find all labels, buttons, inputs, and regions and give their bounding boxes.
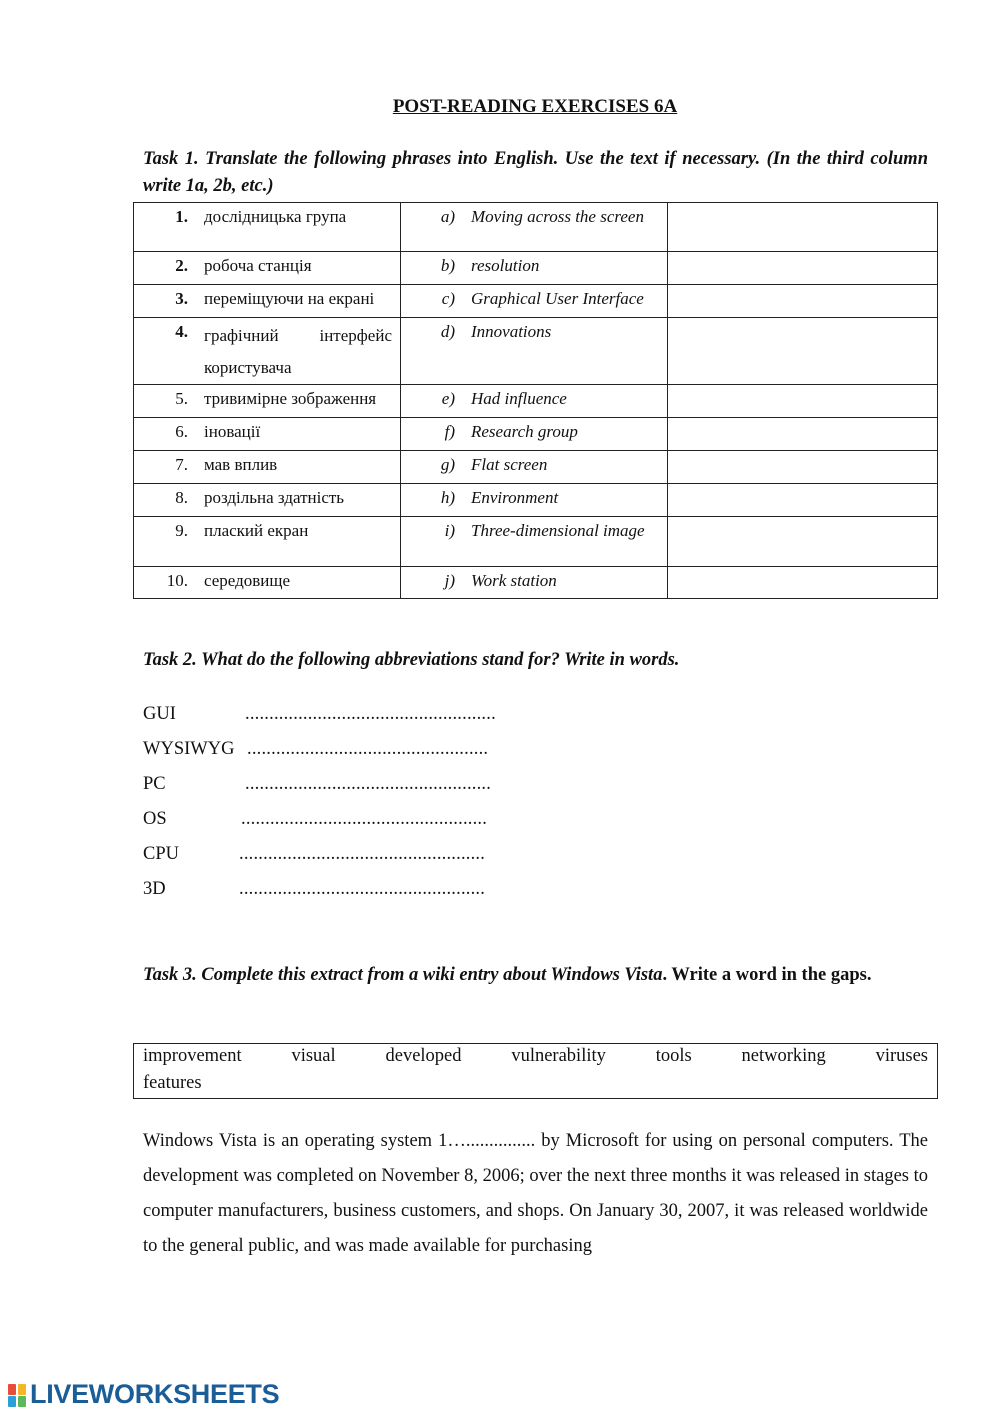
logo-text: LIVEWORKSHEETS [30,1379,280,1409]
word-bank-word: vulnerability [511,1046,606,1066]
word-bank-word: tools [655,1046,692,1066]
english-phrase: Moving across the screen [471,207,644,226]
answer-blank[interactable]: ................................................... [239,844,486,864]
answer-cell[interactable] [668,285,938,318]
task1-row [134,451,938,484]
word-bank-word: features [143,1073,202,1093]
answer-blank[interactable]: .................................................... [245,704,496,724]
abbreviation: 3D [143,879,166,899]
task1-row [134,318,938,385]
abbreviation: GUI [143,704,176,724]
row-number: 7. [175,455,188,474]
answer-cell[interactable] [668,252,938,285]
task1-row [134,385,938,418]
row-letter: d) [440,322,455,341]
row-number: 9. [175,521,188,540]
answer-blank[interactable]: ................................................... [239,879,486,899]
answer-cell[interactable] [668,418,938,451]
answer-cell[interactable] [668,203,938,252]
row-number: 3. [175,289,188,308]
abbreviation-item [143,774,492,795]
abbreviation: CPU [143,844,179,864]
task1-row [134,517,938,567]
task1-row [134,285,938,318]
abbreviation-item [143,809,488,830]
row-letter: g) [440,455,455,474]
word-bank-word: networking [741,1046,826,1066]
ukrainian-phrase: графічний інтерфейс користувача [204,326,392,377]
english-phrase: Three-dimensional image [471,521,645,540]
english-phrase: Work station [471,571,557,590]
english-phrase: Environment [471,488,559,507]
row-letter: i) [444,521,455,540]
ukrainian-phrase: іновації [204,422,261,441]
row-number: 10. [166,571,188,590]
word-bank [133,1043,938,1099]
ukrainian-phrase: дослідницька група [204,207,347,226]
abbreviation: PC [143,774,166,794]
row-number: 2. [175,256,188,275]
gap-fill-paragraph: Windows Vista is an operating system 1…............... by Microsoft for using on personal computers. The development was completed on November 8, 2006; over the next three months it was released in stages to computer manufacturers, business customers, and shops. On January 30, 2007, it was released worldwide to the general public, and was made available for purchasing [143,1131,929,1256]
ukrainian-phrase: переміщуючи на екрані [204,289,375,308]
answer-cell[interactable] [668,318,938,385]
row-number: 4. [175,322,188,341]
task3-heading-rest: . Write a word in the gaps. [662,965,872,985]
word-bank-word: viruses [875,1046,928,1066]
abbreviation: OS [143,809,167,829]
english-phrase: Research group [471,422,578,441]
row-number: 5. [175,389,188,408]
english-phrase: Flat screen [471,455,548,474]
abbreviation: WYSIWYG [143,739,235,759]
task1-table [133,202,938,599]
row-number: 1. [175,207,188,226]
task1-row [134,203,938,252]
task1-row [134,484,938,517]
answer-cell[interactable] [668,385,938,418]
liveworksheets-logo[interactable] [8,1379,279,1410]
answer-cell[interactable] [668,484,938,517]
task3-heading-italic: Task 3. Complete this extract from a wiki entry about Windows Vista [143,965,663,985]
row-letter: f) [444,422,455,441]
answer-cell[interactable] [668,567,938,599]
row-number: 8. [175,488,188,507]
english-phrase: Graphical User Interface [471,289,644,308]
row-letter: j) [444,571,455,590]
ukrainian-phrase: мав вплив [204,455,278,474]
answer-blank[interactable]: ................................................... [241,809,488,829]
row-letter: e) [441,389,455,408]
english-phrase: Had influence [471,389,567,408]
answer-blank[interactable]: .................................................. [247,739,489,759]
row-letter: a) [440,207,455,226]
ukrainian-phrase: плаский екран [204,521,309,540]
abbreviation-item [143,704,496,725]
ukrainian-phrase: роздільна здатність [204,488,345,507]
task1-heading: Task 1. Translate the following phrases into English. Use the text if necessary. (In the third column write 1a, 2b, etc.) [143,149,928,196]
task1-row [134,418,938,451]
ukrainian-phrase: тривимірне зображення [204,389,377,408]
task2-heading: Task 2. What do the following abbreviations stand for? Write in words. [143,650,680,670]
row-letter: c) [441,289,455,308]
page-title: POST-READING EXERCISES 6A [392,96,678,117]
task1-row [134,567,938,599]
logo-mark-icon [8,1382,28,1408]
row-letter: b) [440,256,455,275]
word-bank-word: visual [291,1046,336,1066]
answer-cell[interactable] [668,517,938,567]
abbreviation-item [143,844,486,865]
ukrainian-phrase: робоча станція [204,256,312,275]
english-phrase: Innovations [471,322,552,341]
row-letter: h) [440,488,455,507]
abbreviation-item [143,879,486,900]
row-number: 6. [175,422,188,441]
ukrainian-phrase: середовище [204,571,291,590]
word-bank-word: improvement [143,1046,242,1066]
english-phrase: resolution [471,256,540,275]
task3-heading [143,962,928,989]
abbreviation-item [143,739,489,760]
answer-blank[interactable]: ................................................... [245,774,492,794]
word-bank-word: developed [385,1046,462,1066]
answer-cell[interactable] [668,451,938,484]
task1-row [134,252,938,285]
